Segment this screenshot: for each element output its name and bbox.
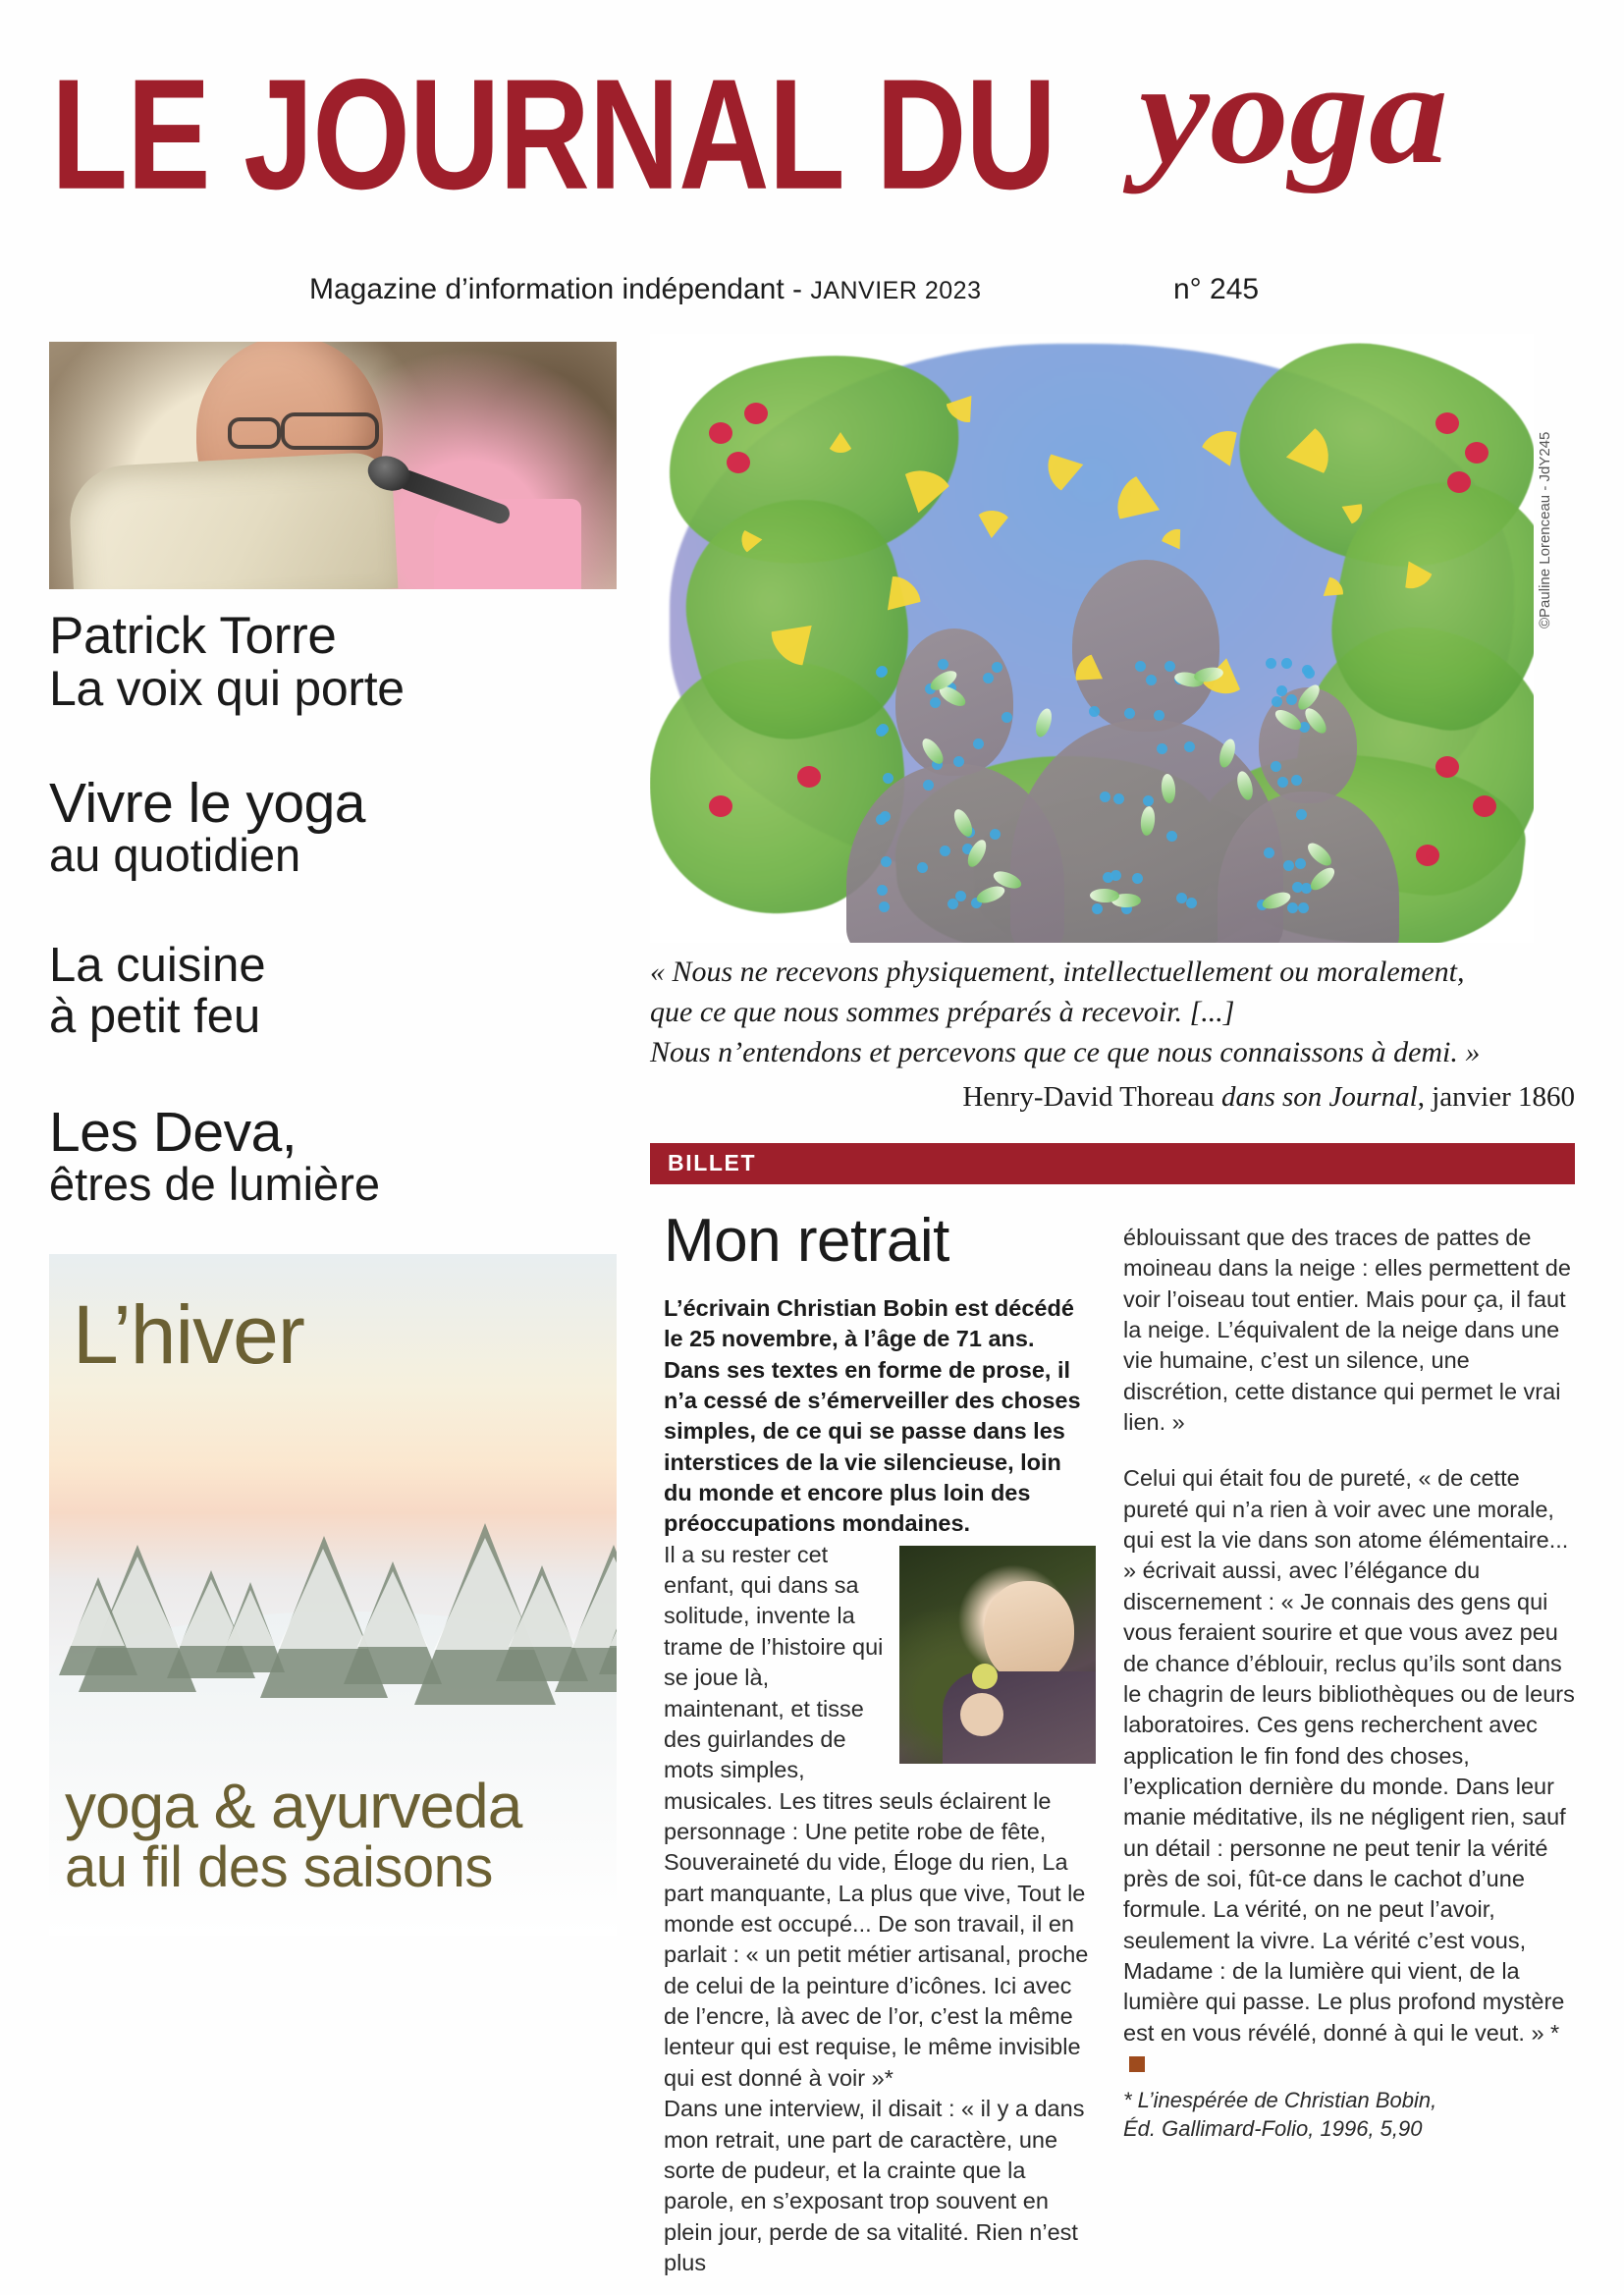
illustration-dot [1110, 870, 1121, 881]
headline-line2: à petit feu [49, 990, 261, 1044]
winter-sub-line1: yoga & ayurveda [65, 1770, 522, 1841]
author-portrait-photo [899, 1546, 1096, 1764]
illustration-berry [1435, 756, 1459, 778]
headline-line1: Patrick Torre [49, 607, 337, 665]
article-col1-paragraph-2: Dans une interview, il disait : « il y a dans mon retrait, une part de caractère, une sorte de pudeur, et la crainte que la parole, en s’exposant trop souvent en plein jour, perde de sa vitalité. Rien n’est plus [664, 2096, 1085, 2275]
illustration-dot [1092, 903, 1103, 914]
headline-les-deva [49, 1100, 617, 1211]
illustration-berry [744, 403, 768, 424]
article-column-left [664, 1293, 1096, 2279]
illustration-dot [1296, 809, 1307, 820]
illustration-berry [709, 422, 732, 444]
illustration-dot [953, 756, 964, 767]
illustration-dot [1298, 902, 1309, 913]
illustration-dot [1135, 661, 1146, 672]
conifer-tree-snow [610, 1588, 618, 1646]
illustration-dot [881, 856, 892, 867]
illustration-berry [1447, 471, 1471, 493]
section-label: BILLET [668, 1150, 757, 1176]
portrait-face-shape [984, 1581, 1074, 1683]
masthead-script-word: yoga [1139, 31, 1448, 194]
quote-line-2: que ce que nous sommes préparés à recevoir. [...] [650, 995, 1235, 1028]
headline-line2: La voix qui porte [49, 661, 405, 717]
illustration-berry [1416, 845, 1439, 866]
section-bar-billet [650, 1143, 1575, 1184]
winter-subheadline [65, 1770, 601, 1900]
illustration-dot [1295, 858, 1306, 869]
illustration-dot [1186, 898, 1197, 908]
illustration-dot [1124, 708, 1135, 719]
pull-quote [650, 953, 1575, 1118]
illustration-berry [727, 452, 750, 473]
headline-la-cuisine [49, 941, 617, 1043]
illustration-leaf-accent [1090, 889, 1119, 903]
cover-illustration [650, 334, 1534, 943]
conifer-tree-snow [226, 1590, 275, 1646]
illustration-dot [876, 814, 887, 825]
illustration-dot [1132, 873, 1143, 884]
article-col1-paragraph-1 [664, 1540, 1096, 2094]
illustration-dot [1281, 658, 1292, 669]
tagline-month: JANVIER 2023 [810, 277, 982, 304]
tagline-prefix: Magazine d’information indépendant - [309, 273, 811, 305]
illustration-dot [1304, 668, 1315, 679]
illustration-dot [992, 662, 1002, 673]
quote-source-date: , janvier 1860 [1417, 1081, 1575, 1114]
winter-photo [49, 1254, 617, 1936]
photo-jacket-shape [68, 451, 399, 589]
illustration-dot [1184, 741, 1195, 752]
article-footnote [1123, 2086, 1575, 2143]
article-col2-paragraph-1: éblouissant que des traces de pattes de moineau dans la neige : elles permettent de voir l’oiseau tout entier. Mais pour ça, il faut la neige. L’équivalent de la neige dans une vie humaine, c’est un silence, une discrétion, cette distance qui permet le vrai lien. » [1123, 1224, 1571, 1435]
footnote-line-1: * L’inespérée de Christian Bobin, [1123, 2087, 1437, 2112]
illustration-dot [1272, 696, 1282, 707]
masthead-title: LE JOURNAL DU [51, 47, 1056, 223]
masthead-tagline [309, 273, 981, 306]
quote-source-name: Henry-David Thoreau [962, 1081, 1221, 1114]
quote-source [650, 1078, 1575, 1117]
headline-vivre-le-yoga [49, 772, 617, 882]
illustration-dot [973, 738, 984, 749]
illustration-dot [1283, 860, 1294, 871]
winter-headline: L’hiver [73, 1287, 304, 1381]
portrait-hand-shape [960, 1693, 1003, 1736]
illustration-dot [1166, 831, 1177, 842]
issue-number: n° 245 [1173, 273, 1260, 305]
paragraph-spacer [1123, 1438, 1575, 1463]
illustration-dot [876, 667, 887, 678]
illustration-credit: ©Pauline Lorenceau - JdY245 [1537, 431, 1553, 628]
illustration-dot [1266, 658, 1276, 669]
illustration-dot [955, 891, 966, 902]
illustration-dot [1276, 685, 1287, 696]
headline-line2: au quotidien [49, 829, 301, 882]
illustration-dot [940, 846, 950, 856]
illustration-dot [923, 780, 934, 791]
illustration-dot [1146, 675, 1157, 685]
headline-line1: Les Deva, [49, 1100, 298, 1164]
article-lead: L’écrivain Christian Bobin est décédé le 25 novembre, à l’âge de 71 ans. Dans ses textes en forme de prose, il n’a cessé de s’émerveiller des choses simples, de ce qui se passe dans les interstices de la vie silencieuse, loin du monde et encore plus loin des préoccupations mondaines. [664, 1294, 1081, 1537]
illustration-dot [1157, 743, 1167, 754]
headline-patrick-torre [49, 607, 617, 717]
illustration-dot [1001, 712, 1012, 723]
illustration-berry [709, 795, 732, 817]
illustration-dot [1271, 761, 1281, 772]
article-col1-text-1: Il a su rester cet enfant, qui dans sa solitude, invente la trame de l’histoire qui se joue là, maintenant, et tisse des guirlandes de mots simples, musicales. Les titres seuls éclairent le personnage : Une petite robe de fête, Souveraineté du vide, Éloge du rien, La part manquante, La plus que vive, Tout le monde est occupé... De son travail, il en parlait : « un petit métier artisanal, proche de celui de la peinture d’icônes. Ici avec de l’encre, là avec de l’or, c’est la même lenteur qui est requise, le même invisible qui est donné à voir »* [664, 1541, 1089, 2091]
illustration-dot [1164, 661, 1175, 672]
illustration-petal [827, 432, 854, 453]
article-col2-text-2: Celui qui était fou de pureté, « de cette pureté qui n’a rien à voir avec une morale, qui est la vie dans son atome élémentaire... » écrivait aussi, avec l’élégance du discernement : « Je connais des gens qui vous feraient sourire et que vous avez peu de chance d’éblouir, reclus qu’ils sont dans le chagrin de leurs bibliothèques ou de leurs laboratoires. Ces gens recherchent avec application le fin fond des choses, l’explication dernière du monde. Dans leur manie méditative, ils ne négligent rien, sauf un détail : personne ne peut tenir la vérité près de soi, fût-ce dans le cachot d’une formule. La vérité, on ne peut l’avoir, seulement la vivre. La vérité c’est vous, Madame : de la lumière qui vient, de la lumière qui passe. Le plus profond mystère est en vous révélé, donné à qui le veut. » * [1123, 1465, 1575, 2046]
illustration-dot [1292, 882, 1303, 893]
illustration-dot [1277, 777, 1288, 788]
illustration-dot [1264, 847, 1274, 858]
illustration-berry [1465, 442, 1489, 464]
article-col2-paragraph-2 [1123, 1463, 1575, 2079]
illustration-dot [883, 773, 893, 784]
illustration-dot [990, 829, 1001, 840]
illustration-dot [1286, 694, 1297, 705]
illustration-dot [1291, 775, 1302, 786]
headline-line2: êtres de lumière [49, 1158, 380, 1211]
illustration-dot [876, 726, 887, 737]
illustration-dot [879, 902, 890, 912]
feature-photo-patrick-torre [49, 342, 617, 589]
illustration-berry [1473, 795, 1496, 817]
quote-line-1: « Nous ne recevons physiquement, intellectuellement ou moralement, [650, 956, 1465, 988]
winter-sub-line2: au fil des saisons [65, 1835, 493, 1900]
illustration-dot [1287, 902, 1298, 913]
illustration-berry [1435, 412, 1459, 434]
illustration-dot [1100, 792, 1110, 802]
illustration-dot [877, 885, 888, 896]
masthead [0, 29, 1624, 305]
headline-line1: La cuisine [49, 939, 266, 993]
illustration-dot [1113, 793, 1124, 804]
illustration-dot [938, 659, 948, 670]
right-column [650, 334, 1575, 2275]
footnote-line-2: Éd. Gallimard-Folio, 1996, 5,90 [1123, 2115, 1423, 2141]
illustration-dot [1154, 710, 1164, 721]
illustration-dot [930, 697, 941, 708]
illustration-berry [797, 766, 821, 788]
end-of-article-mark [1129, 2056, 1145, 2072]
left-column [49, 342, 617, 1936]
flower-icon [972, 1664, 998, 1689]
article-column-right [1123, 1223, 1575, 2143]
illustration-dot [1089, 706, 1100, 717]
illustration-dot [917, 862, 928, 873]
illustration-dot [1143, 795, 1154, 806]
quote-source-work: dans son Journal [1220, 1081, 1418, 1114]
photo-glasses-shape [281, 412, 379, 450]
article-title: Mon retrait [664, 1206, 949, 1275]
headline-line1: Vivre le yoga [49, 772, 365, 836]
illustration-dot [983, 673, 994, 683]
conifer-tree-snow [70, 1585, 125, 1646]
quote-line-3: Nous n’entendons et percevons que ce que nous connaissons à demi. » [650, 1035, 1481, 1068]
